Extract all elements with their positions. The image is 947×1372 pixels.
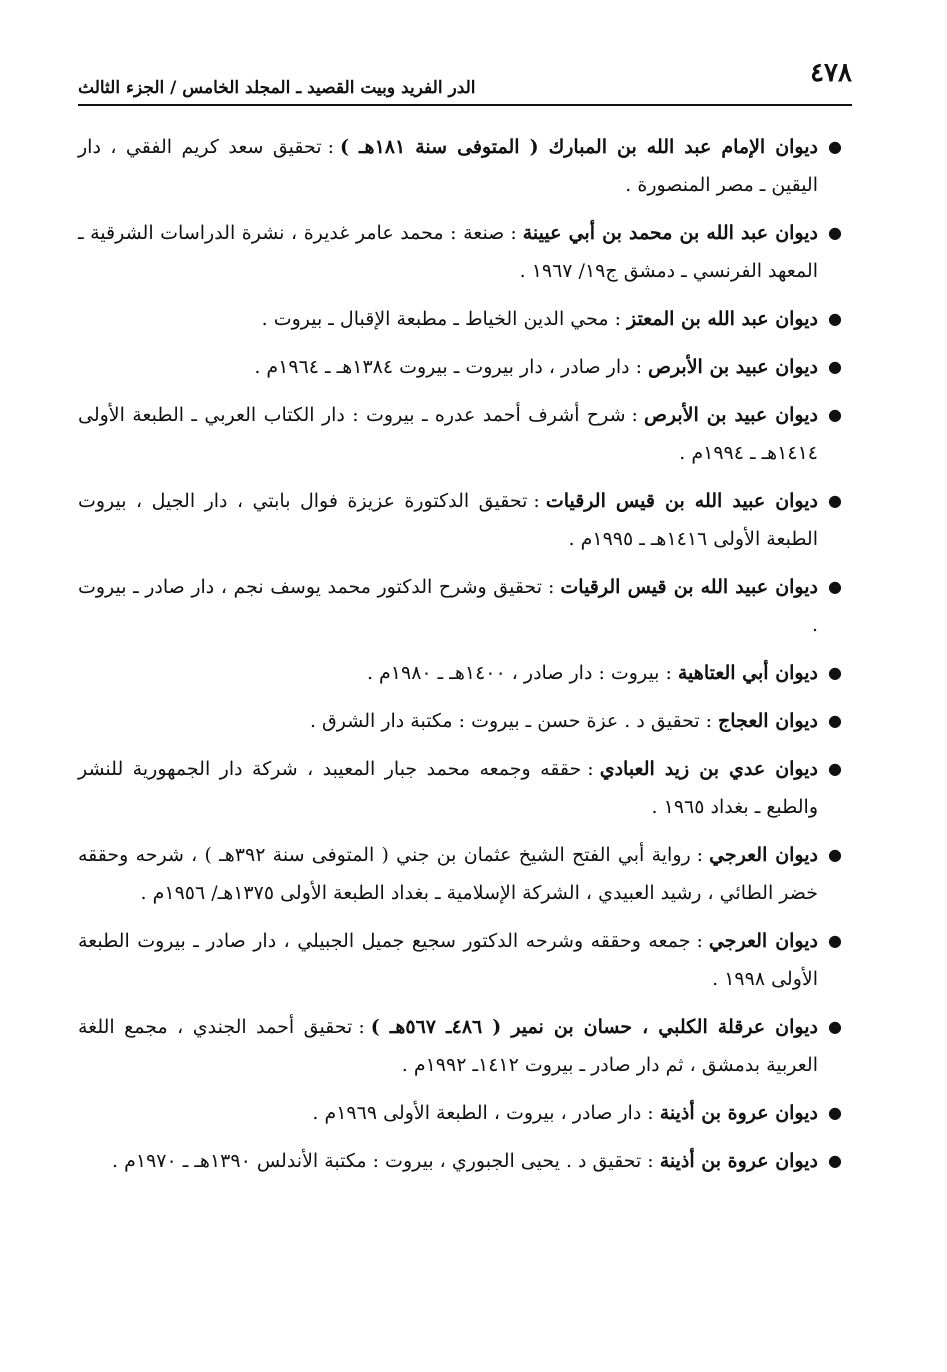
bibliography-entry: [78, 1008, 842, 1084]
entry-separator: :: [696, 844, 704, 866]
entry-separator: :: [647, 1150, 654, 1172]
entry-text: تحقيق د . عزة حسن ـ بيروت : مكتبة دار الشرق .: [309, 710, 700, 732]
entry-title: ديوان الإمام عبد الله بن المبارك ( المتوفى سنة ١٨١هـ ): [340, 136, 818, 158]
entry-title: ديوان العرجي: [708, 930, 818, 952]
entry-text: دار صادر ، بيروت ، الطبعة الأولى ١٩٦٩م .: [312, 1102, 642, 1124]
bibliography-list: [78, 128, 842, 1190]
entry-text: تحقيق الدكتورة عزيزة فوال بابتي ، دار الجيل ، بيروت الطبعة الأولى ١٤١٦هـ ـ ١٩٩٥م .: [78, 490, 818, 550]
entry-title: ديوان عبيد الله بن قيس الرقيات: [545, 490, 818, 512]
bullet-icon: ●: [828, 491, 842, 510]
entry-separator: :: [358, 1016, 365, 1038]
header-rule: [78, 104, 852, 106]
bibliography-entry: [78, 702, 842, 740]
entry-title: ديوان أبي العتاهية: [677, 662, 818, 684]
page-number: ٤٧٨: [810, 58, 852, 88]
bibliography-entry: [78, 654, 842, 692]
entry-text: صنعة : محمد عامر غديرة ، نشرة الدراسات الشرقية ـ المعهد الفرنسي ـ دمشق ج١٩/ ١٩٦٧ .: [78, 222, 818, 282]
bullet-icon: ●: [828, 1151, 842, 1170]
bibliography-entry: [78, 396, 842, 472]
bibliography-entry: [78, 750, 842, 826]
entry-separator: :: [647, 1102, 654, 1124]
entry-separator: :: [696, 930, 703, 952]
bullet-icon: ●: [828, 137, 842, 156]
bullet-icon: ●: [828, 1017, 842, 1036]
entry-text: تحقيق أحمد الجندي ، مجمع اللغة العربية بدمشق ، ثم دار صادر ـ بيروت ١٤١٢ـ ١٩٩٢م .: [78, 1016, 818, 1076]
page-header: [78, 58, 852, 106]
bibliography-entry: [78, 482, 842, 558]
entry-text: تحقيق سعد كريم الفقي ، دار اليقين ـ مصر المنصورة .: [78, 136, 818, 196]
bibliography-entry: [78, 300, 842, 338]
entry-title: ديوان العرجي: [709, 844, 818, 866]
entry-text: جمعه وحققه وشرحه الدكتور سجيع جميل الجبيلي ، دار صادر ـ بيروت الطبعة الأولى ١٩٩٨ .: [78, 930, 818, 990]
bullet-icon: ●: [828, 663, 842, 682]
entry-text: رواية أبي الفتح الشيخ عثمان بن جني ( المتوفى سنة ٣٩٢هـ ) ، شرحه وحققه خضر الطائي ، رشيد العبيدي ، الشركة الإسلامية ـ بغداد الطبعة الأولى ١٣٧٥هـ/ ١٩٥٦م .: [78, 844, 818, 904]
running-title: الدر الفريد وبيت القصيد ـ المجلد الخامس / الجزء الثالث: [78, 78, 476, 98]
entry-title: ديوان عبيد بن الأبرص: [643, 404, 818, 426]
bibliography-entry: [78, 1142, 842, 1180]
bullet-icon: ●: [828, 577, 842, 596]
bibliography-entry: [78, 836, 842, 912]
entry-separator: :: [533, 490, 540, 512]
entry-text: شرح أشرف أحمد عدره ـ بيروت : دار الكتاب العربي ـ الطبعة الأولى ١٤١٤هـ ـ ١٩٩٤م .: [78, 404, 818, 464]
entry-text: محي الدين الخياط ـ مطبعة الإقبال ـ بيروت .: [261, 308, 609, 330]
entry-separator: :: [587, 758, 594, 780]
bibliography-entry: [78, 214, 842, 290]
bullet-icon: ●: [828, 405, 842, 424]
bibliography-entry: [78, 922, 842, 998]
bibliography-entry: [78, 568, 842, 644]
entry-separator: :: [665, 662, 672, 684]
bullet-icon: ●: [828, 357, 842, 376]
bullet-icon: ●: [828, 223, 842, 242]
bullet-icon: ●: [828, 711, 842, 730]
entry-text: تحقيق د . يحيى الجبوري ، بيروت : مكتبة الأندلس ١٣٩٠هـ ـ ١٩٧٠م .: [112, 1150, 642, 1172]
entry-title: ديوان عبيد الله بن قيس الرقيات: [560, 576, 818, 598]
entry-title: ديوان عرقلة الكلبي ، حسان بن نمير ( ٤٨٦ـ ٥٦٧هـ ): [370, 1016, 818, 1038]
bullet-icon: ●: [828, 845, 842, 864]
entry-separator: :: [327, 136, 334, 158]
bullet-icon: ●: [828, 931, 842, 950]
bullet-icon: ●: [828, 759, 842, 778]
bibliography-entry: [78, 1094, 842, 1132]
entry-separator: :: [510, 222, 517, 244]
bibliography-entry: [78, 348, 842, 386]
entry-title: ديوان عدي بن زيد العبادي: [599, 758, 818, 780]
entry-text: تحقيق وشرح الدكتور محمد يوسف نجم ، دار صادر ـ بيروت .: [78, 576, 818, 636]
entry-title: ديوان عروة بن أذينة: [659, 1102, 818, 1124]
entry-title: ديوان عبد الله بن المعتز: [626, 308, 818, 330]
entry-separator: :: [631, 404, 638, 426]
entry-text: حققه وجمعه محمد جبار المعيبد ، شركة دار الجمهورية للنشر والطبع ـ بغداد ١٩٦٥ .: [78, 758, 818, 818]
entry-text: بيروت : دار صادر ، ١٤٠٠هـ ـ ١٩٨٠م .: [366, 662, 660, 684]
entry-title: ديوان عبيد بن الأبرص: [647, 356, 818, 378]
entry-separator: :: [705, 710, 713, 732]
bullet-icon: ●: [828, 1103, 842, 1122]
bullet-icon: ●: [828, 309, 842, 328]
entry-title: ديوان العجاج: [718, 710, 818, 732]
bibliography-entry: [78, 128, 842, 204]
entry-separator: :: [614, 308, 621, 330]
entry-text: دار صادر ، دار بيروت ـ بيروت ١٣٨٤هـ ـ ١٩٦٤م .: [254, 356, 630, 378]
entry-title: ديوان عبد الله بن محمد بن أبي عيينة: [522, 222, 818, 244]
entry-title: ديوان عروة بن أذينة: [659, 1150, 818, 1172]
entry-separator: :: [547, 576, 555, 598]
entry-separator: :: [635, 356, 642, 378]
